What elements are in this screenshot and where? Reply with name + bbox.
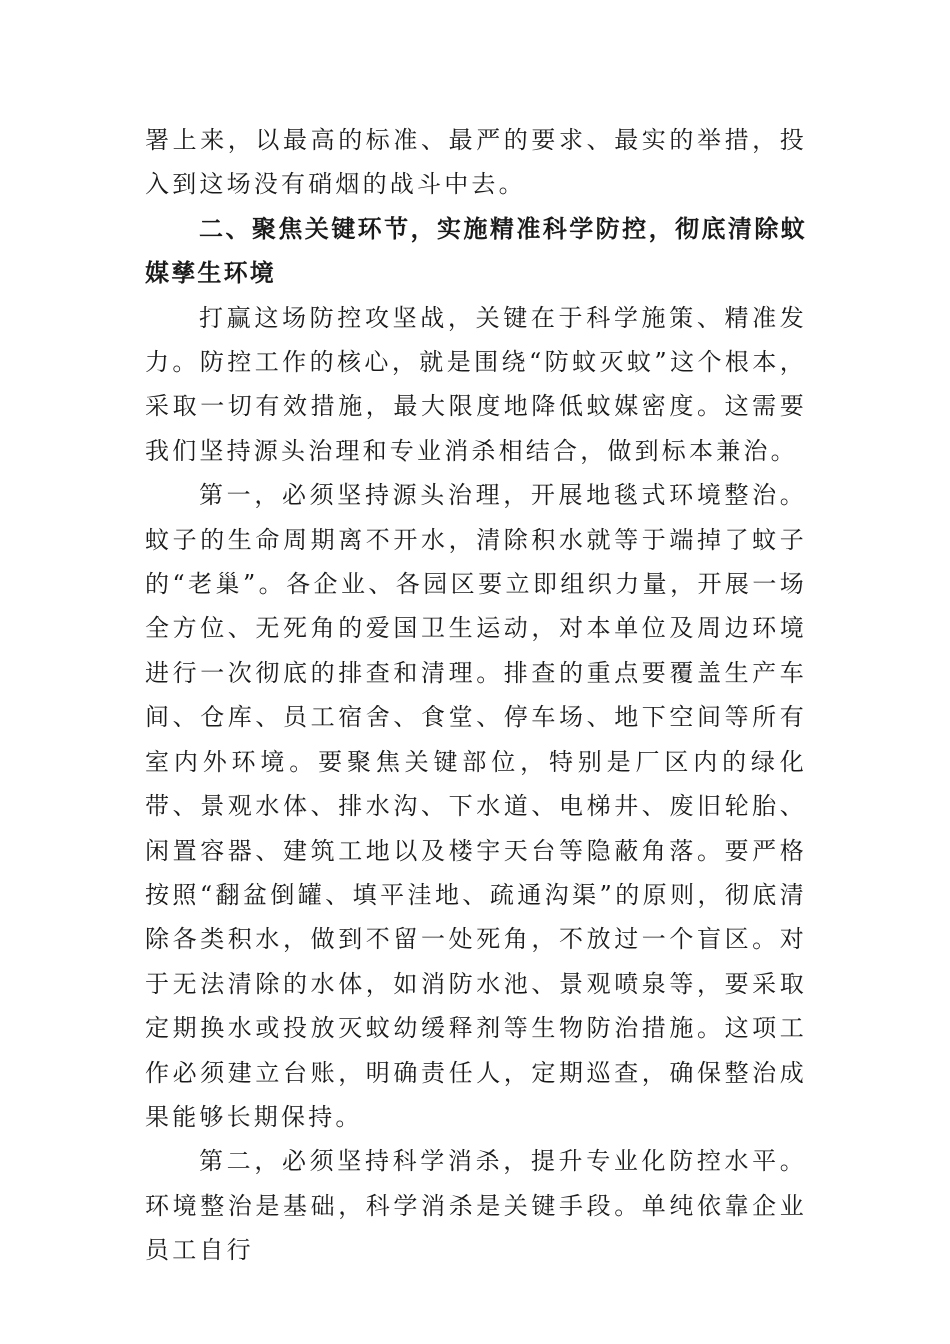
paragraph-second-point: 第二，必须坚持科学消杀，提升专业化防控水平。环境整治是基础，科学消杀是关键手段。单纯依靠企业员工自行 bbox=[145, 1147, 807, 1265]
paragraph-intro: 打赢这场防控攻坚战，关键在于科学施策、精准发力。防控工作的核心，就是围绕“防蚊灭蚊”这个根本，采取一切有效措施，最大限度地降低蚊媒密度。这需要我们坚持源头治理和专业消杀相结合，做到标本兼治。 bbox=[145, 303, 807, 465]
section-heading: 二、聚焦关键环节，实施精准科学防控，彻底清除蚊媒孳生环境 bbox=[145, 214, 807, 288]
document-page bbox=[145, 118, 807, 1273]
paragraph-first-point: 第一，必须坚持源头治理，开展地毯式环境整治。蚊子的生命周期离不开水，清除积水就等于端掉了蚊子的“老巢”。各企业、各园区要立即组织力量，开展一场全方位、无死角的爱国卫生运动，对本单位及周边环境进行一次彻底的排查和清理。排查的重点要覆盖生产车间、仓库、员工宿舍、食堂、停车场、地下空间等所有室内外环境。要聚焦关键部位，特别是厂区内的绿化带、景观水体、排水沟、下水道、电梯井、废旧轮胎、闲置容器、建筑工地以及楼宇天台等隐蔽角落。要严格按照“翻盆倒罐、填平洼地、疏通沟渠”的原则，彻底清除各类积水，做到不留一处死角，不放过一个盲区。对于无法清除的水体，如消防水池、景观喷泉等，要采取定期换水或投放灭蚊幼缓释剂等生物防治措施。这项工作必须建立台账，明确责任人，定期巡查，确保整治成果能够长期保持。 bbox=[145, 481, 807, 1131]
paragraph-continuation: 署上来，以最高的标准、最严的要求、最实的举措，投入到这场没有硝烟的战斗中去。 bbox=[145, 126, 807, 199]
